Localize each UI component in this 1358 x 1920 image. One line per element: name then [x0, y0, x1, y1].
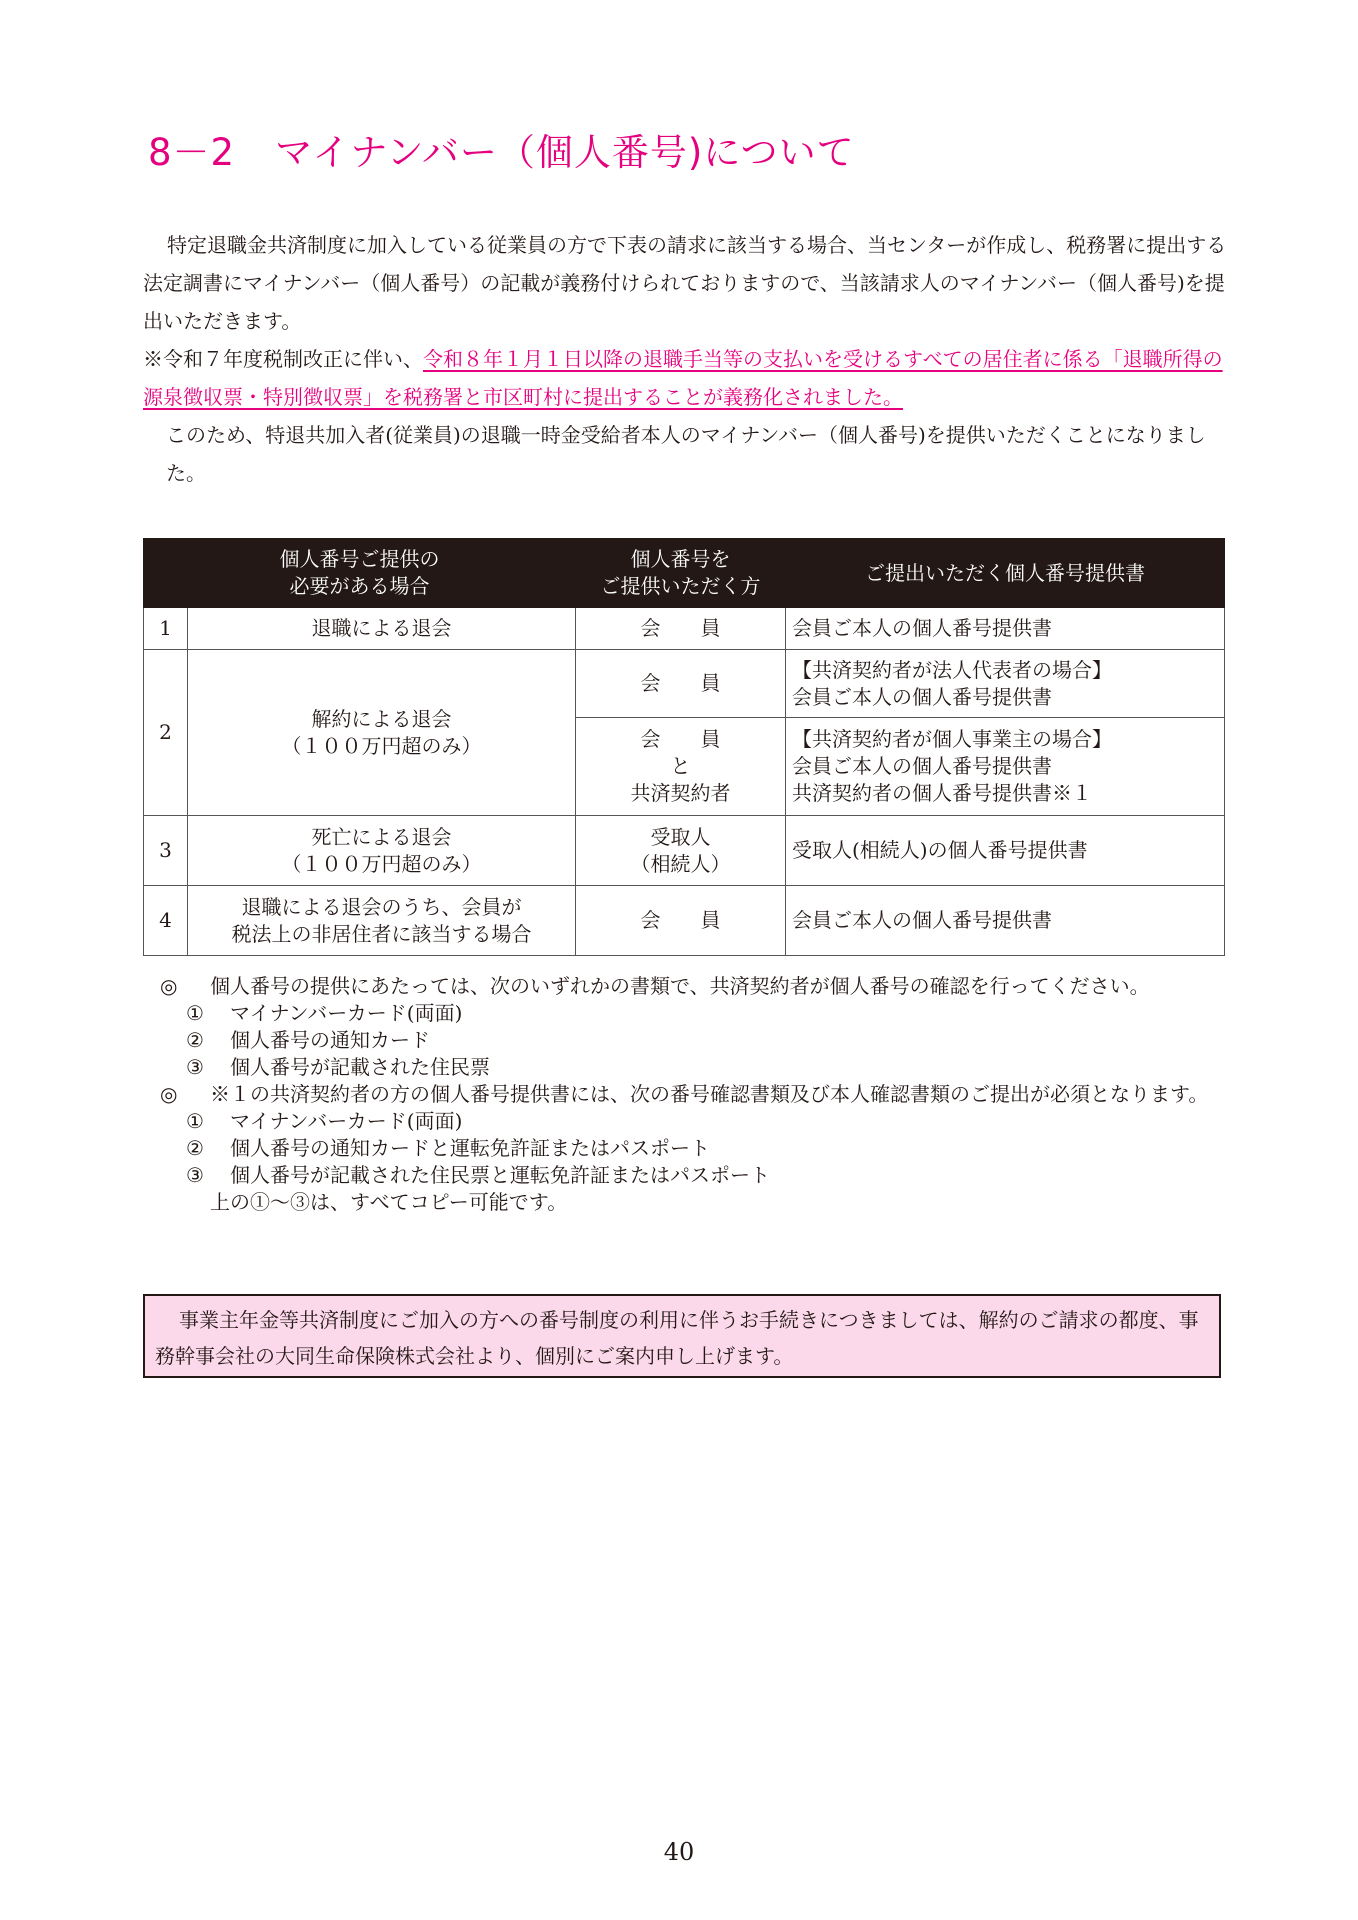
circled-number: ①	[186, 1001, 204, 1025]
note-text: 個人番号の提供にあたっては、次のいずれかの書類で、共済契約者が個人番号の確認を行ってください。	[210, 974, 1150, 998]
section-number: 8－2	[148, 131, 236, 174]
double-circle-icon: ◎	[160, 1082, 178, 1106]
page-number: 40	[663, 1838, 695, 1866]
list-item-text: 個人番号の通知カードと運転免許証またはパスポート	[230, 1136, 710, 1160]
row-provider: 会 員	[576, 650, 786, 718]
list-item	[160, 1000, 1230, 1027]
info-box-text: 事業主年金等共済制度にご加入の方への番号制度の利用に伴うお手続きにつきましては、解約のご請求の都度、事務幹事会社の大同生命保険株式会社より、個別にご案内申し上げます。	[155, 1308, 1199, 1368]
row-case: 退職による退会のうち、会員が 税法上の非居住者に該当する場合	[188, 886, 576, 956]
list-item	[160, 1135, 1230, 1162]
row-provider: 受取人 （相続人）	[576, 816, 786, 886]
notes-section	[160, 973, 1230, 1216]
row-provider: 会 員 と 共済契約者	[576, 718, 786, 816]
list-item-text: 個人番号の通知カード	[230, 1028, 430, 1052]
header-provider: 個人番号を ご提供いただく方	[576, 539, 786, 608]
list-item	[160, 1108, 1230, 1135]
my-number-table	[143, 538, 1225, 956]
row-case: 死亡による退会 （１００万円超のみ）	[188, 816, 576, 886]
note-item	[160, 1081, 1230, 1108]
double-circle-icon: ◎	[160, 974, 178, 998]
table-row	[144, 650, 1225, 718]
row-document: 会員ご本人の個人番号提供書	[786, 886, 1225, 956]
circled-number: ③	[186, 1055, 204, 1079]
row-number: 3	[144, 816, 188, 886]
row-number: 1	[144, 608, 188, 650]
row-document: 受取人(相続人)の個人番号提供書	[786, 816, 1225, 886]
circled-number: ②	[186, 1028, 204, 1052]
table-row	[144, 608, 1225, 650]
table-header-row	[144, 539, 1225, 608]
note-item	[160, 973, 1230, 1000]
info-box	[143, 1294, 1221, 1378]
row-case: 退職による退会	[188, 608, 576, 650]
row-case: 解約による退会 （１００万円超のみ）	[188, 650, 576, 816]
row-number: 2	[144, 650, 188, 816]
intro-paragraph: 特定退職金共済制度に加入している従業員の方で下表の請求に該当する場合、当センターが作成し、税務署に提出する法定調書にマイナンバー（個人番号）の記載が義務付けられておりますので、当該請求人のマイナンバー（個人番号)を提出いただきます。	[143, 233, 1227, 333]
row-provider: 会 員	[576, 886, 786, 956]
row-document: 【共済契約者が個人事業主の場合】 会員ご本人の個人番号提供書 共済契約者の個人番号提供書※１	[786, 718, 1225, 816]
list-item	[160, 1054, 1230, 1081]
tax-reform-note	[143, 340, 1227, 416]
row-number: 4	[144, 886, 188, 956]
row-document: 会員ご本人の個人番号提供書	[786, 608, 1225, 650]
list-item-text: 個人番号が記載された住民票と運転免許証またはパスポート	[230, 1163, 770, 1187]
list-item	[160, 1027, 1230, 1054]
page-title	[148, 122, 855, 176]
list-item-text: 個人番号が記載された住民票	[230, 1055, 490, 1079]
tax-reform-note-prefix: ※令和７年度税制改正に伴い、	[143, 347, 423, 371]
list-item-text: マイナンバーカード(両面)	[230, 1001, 463, 1025]
circled-number: ③	[186, 1163, 204, 1187]
intro-section	[143, 226, 1227, 492]
list-item-text: マイナンバーカード(両面)	[230, 1109, 463, 1133]
tax-reform-note-highlight: 令和８年１月１日以降の退職手当等の支払いを受けるすべての居住者に係る「退職所得の源泉徴収票・特別徴収票」を税務署と市区町村に提出することが義務化されました。	[143, 347, 1223, 409]
section-title: マイナンバー（個人番号)について	[275, 131, 855, 174]
copy-note: 上の①～③は、すべてコピー可能です。	[210, 1190, 568, 1214]
list-item	[160, 1162, 1230, 1189]
table-row	[144, 816, 1225, 886]
circled-number: ①	[186, 1109, 204, 1133]
intro-paragraph-2: このため、特退共加入者(従業員)の退職一時金受給者本人のマイナンバー（個人番号)を提供いただくことになりました。	[166, 423, 1206, 485]
row-document: 【共済契約者が法人代表者の場合】 会員ご本人の個人番号提供書	[786, 650, 1225, 718]
circled-number: ②	[186, 1136, 204, 1160]
table-row	[144, 886, 1225, 956]
note-text: ※１の共済契約者の方の個人番号提供書には、次の番号確認書類及び本人確認書類のご提出が必須となります。	[210, 1082, 1209, 1106]
header-case: 個人番号ご提供の 必要がある場合	[144, 539, 576, 608]
header-document: ご提出いただく個人番号提供書	[786, 539, 1225, 608]
row-provider: 会 員	[576, 608, 786, 650]
